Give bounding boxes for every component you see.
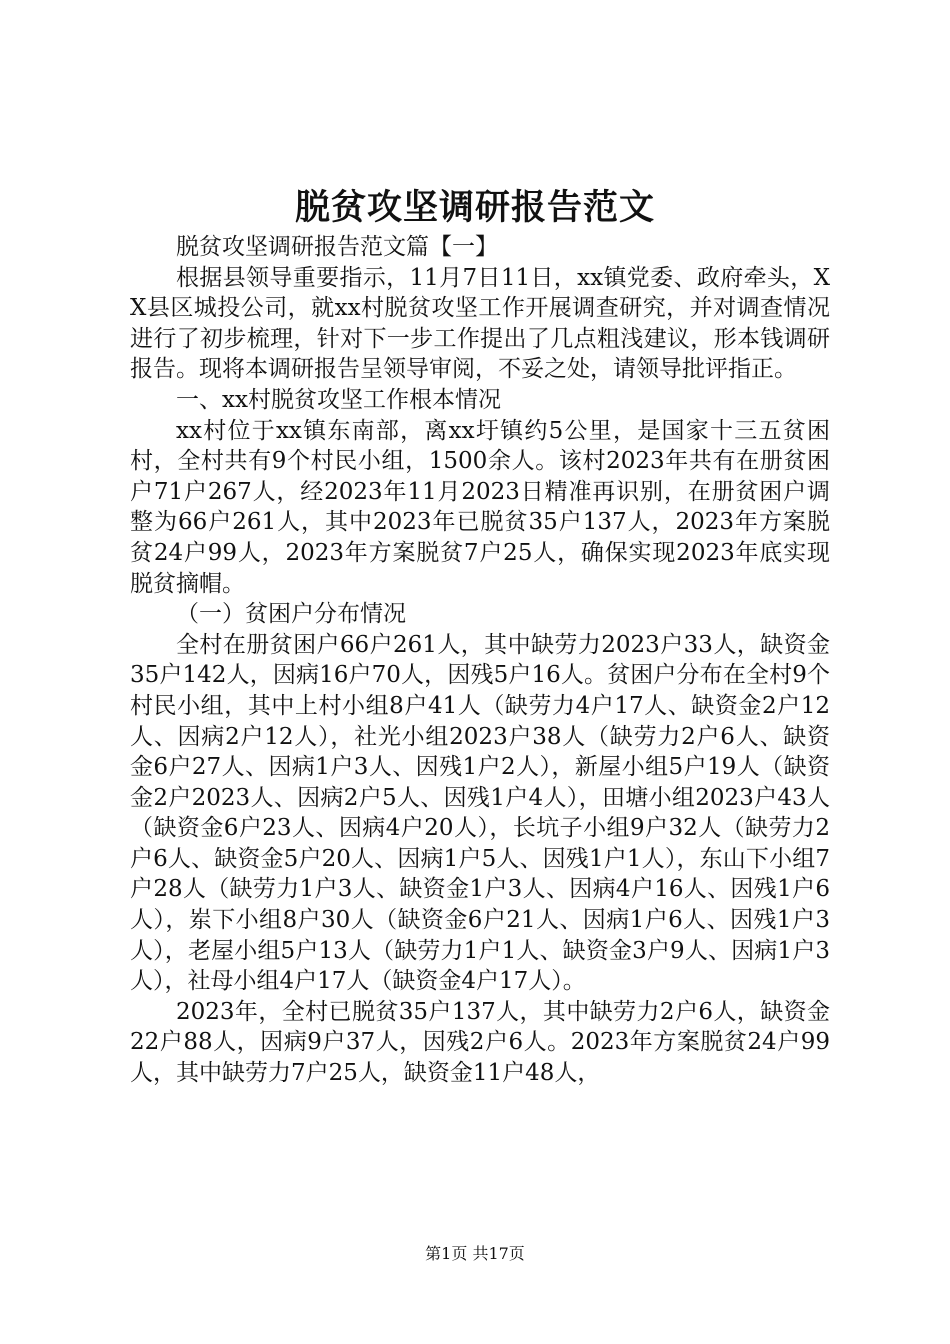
subsection-heading: （一）贫困户分布情况	[176, 601, 406, 628]
document-body	[130, 232, 830, 1089]
body-paragraph: xx村位于xx镇东南部，离xx圩镇约5公里，是国家十三五贫困村，全村共有9个村民小组，1500余人。该村2023年共有在册贫困户71户267人，经2023年11月2023日精准再识别，在册贫困户调整为66户261人，其中2023年已脱贫35户137人，2023年方案脱贫24户99人，2023年方案脱贫7户25人，确保实现2023年底实现脱贫摘帽。	[130, 417, 830, 597]
page-footer: 第1页 共17页	[425, 1244, 525, 1263]
document-title: 脱贫攻坚调研报告范文	[294, 187, 655, 228]
section-heading: 一、xx村脱贫攻坚工作根本情况	[176, 386, 501, 413]
body-paragraph: 根据县领导重要指示，11月7日11日，xx镇党委、政府牵头，XX县区城投公司，就xx村脱贫攻坚工作开展调查研究，并对调查情况进行了初步梳理，针对下一步工作提出了几点粗浅建议，形本钱调研报告。现将本调研报告呈领导审阅，不妥之处，请领导批评指正。	[130, 264, 830, 383]
body-paragraph: 全村在册贫困户66户261人，其中缺劳力2023户33人，缺资金35户142人，因病16户70人，因残5户16人。贫困户分布在全村9个村民小组，其中上村小组8户41人（缺劳力4户17人、缺资金2户12人、因病2户12人），社光小组2023户38人（缺劳力2户6人、缺资金6户27人、因病1户3人、因残1户2人），新屋小组5户19人（缺资金2户2023人、因病2户5人、因残1户4人），田塘小组2023户43人（缺资金6户23人、因病4户20人），长坑子小组9户32人（缺劳力2户6人、缺资金5户20人、因病1户5人、因残1户1人），东山下小组7户28人（缺劳力1户3人、缺资金1户3人、因病4户16人、因残1户6人），岽下小组8户30人（缺资金6户21人、因病1户6人、因残1户3人），老屋小组5户13人（缺劳力1户1人、缺资金3户9人、因病1户3人），社母小组4户17人（缺资金4户17人）。	[130, 631, 830, 995]
section-heading: 脱贫攻坚调研报告范文篇【一】	[176, 234, 498, 260]
body-paragraph: 2023年，全村已脱贫35户137人，其中缺劳力2户6人，缺资金22户88人，因病9户37人，因残2户6人。2023年方案脱贫24户99人，其中缺劳力7户25人，缺资金11户48人，	[130, 998, 830, 1087]
